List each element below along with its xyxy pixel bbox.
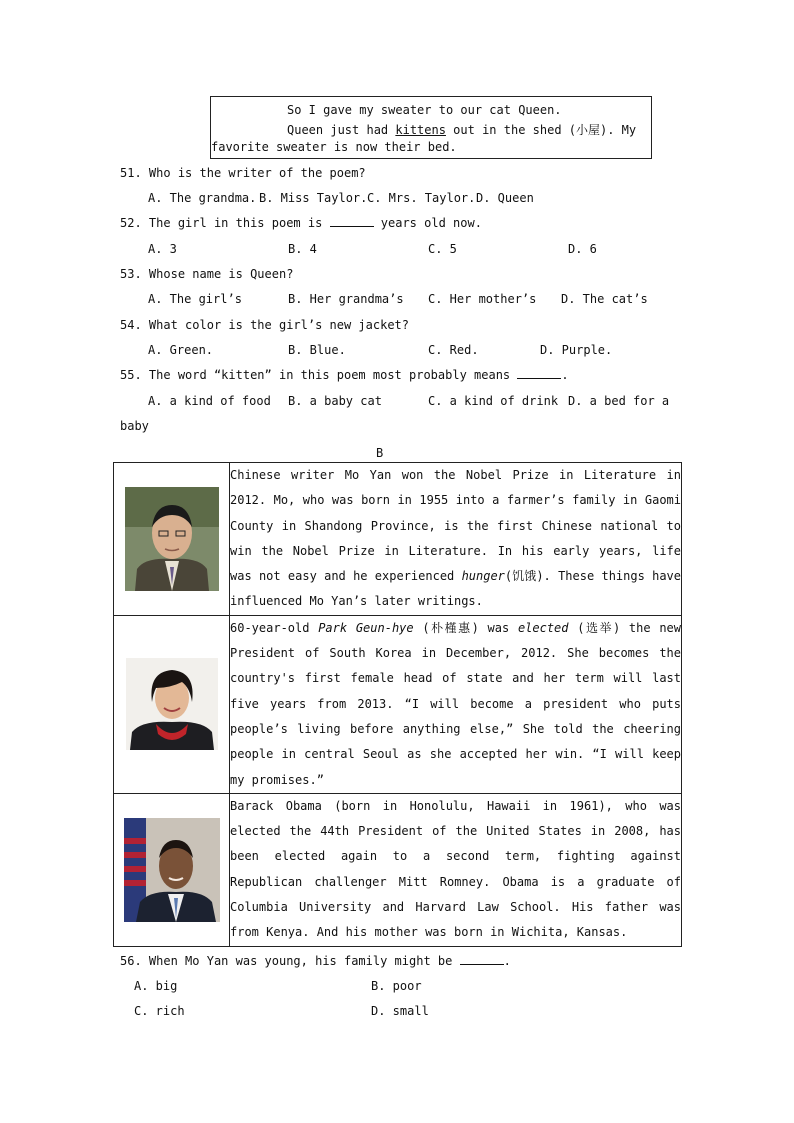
poem-line-2-pre: Queen just had — [287, 123, 396, 137]
question-number: 54. — [120, 318, 142, 332]
table-row — [114, 615, 682, 793]
question-56 — [120, 954, 511, 968]
question-text-end: years old now. — [373, 216, 482, 230]
photo-cell — [114, 615, 230, 793]
option-55-a[interactable]: A. a kind of food — [148, 394, 271, 408]
question-number: 52. — [120, 216, 142, 230]
photo-cell — [114, 463, 230, 616]
barack-obama-photo — [124, 818, 220, 922]
option-53-d[interactable]: D. The cat’s — [561, 292, 648, 306]
question-55 — [120, 368, 569, 382]
option-55-b[interactable]: B. a baby cat — [288, 394, 382, 408]
question-54 — [120, 318, 409, 332]
question-number: 53. — [120, 267, 142, 281]
answer-blank — [460, 954, 504, 965]
option-56-a[interactable]: A. big — [134, 979, 178, 993]
option-55-d-wrap: baby — [120, 419, 149, 433]
option-52-c[interactable]: C. 5 — [428, 242, 457, 256]
poem-box — [210, 96, 652, 159]
question-51 — [120, 166, 366, 180]
obama-text — [230, 793, 682, 946]
answer-blank — [517, 368, 561, 379]
info-table — [113, 462, 682, 947]
park-geun-hye-photo — [126, 658, 218, 750]
photo-cell — [114, 793, 230, 946]
question-text: Whose name is Queen? — [148, 267, 294, 281]
question-53 — [120, 267, 293, 281]
option-53-c[interactable]: C. Her mother’s — [428, 292, 537, 306]
option-53-b[interactable]: B. Her grandma’s — [288, 292, 404, 306]
option-52-d[interactable]: D. 6 — [568, 242, 597, 256]
paragraph-text: (选举) the new President of South Korea in December, 2012. She becomes the country's first female head of state and her term will last five years from 2013. “I will become a president who puts people’s living before anything else,” She told the cheering people in central Seoul as she accepted her win. “I will keep my promises.” — [230, 620, 681, 787]
question-text: What color is the girl’s new jacket? — [148, 318, 410, 332]
poem-line-1: So I gave my sweater to our cat Queen. — [287, 103, 562, 117]
question-number: 55. — [120, 368, 142, 382]
option-52-a[interactable]: A. 3 — [148, 242, 177, 256]
poem-word-kittens: kittens — [395, 123, 446, 137]
option-54-c[interactable]: C. Red. — [428, 343, 479, 357]
poem-line-2 — [287, 121, 636, 138]
option-51-b[interactable]: B. Miss Taylor. — [259, 191, 368, 205]
table-row — [114, 463, 682, 616]
paragraph-text: 60-year-old — [230, 620, 319, 635]
option-54-b[interactable]: B. Blue. — [288, 343, 346, 357]
answer-blank — [330, 216, 374, 227]
italic-name: Park Geun-hye — [318, 620, 414, 635]
italic-word: elected — [517, 620, 569, 635]
option-55-d[interactable]: D. a bed for a — [568, 394, 670, 408]
question-text: When Mo Yan was young, his family might be — [148, 954, 460, 968]
option-51-a[interactable]: A. The grandma. — [148, 191, 257, 205]
question-text: The word “kitten” in this poem most probably means — [148, 368, 518, 382]
poem-line-2-post: out in the shed (小屋). My — [445, 123, 637, 137]
question-text-end: . — [561, 368, 569, 382]
mo-yan-text — [230, 463, 682, 616]
table-row — [114, 793, 682, 946]
question-text: Who is the writer of the poem? — [148, 166, 366, 180]
option-56-d[interactable]: D. small — [371, 1004, 429, 1018]
question-52 — [120, 216, 482, 230]
mo-yan-photo — [125, 487, 219, 591]
paragraph-text: Barack Obama (born in Honolulu, Hawaii in 1961), who was elected the 44th President of the United States in 2008, has been elected again to a second term, fighting against Republican challenger Mitt Romney. Obama is a graduate of Columbia University and Harvard Law School. His father was from Kenya. And his mother was born in Wichita, Kansas. — [230, 798, 681, 940]
italic-word: hunger — [461, 569, 505, 584]
question-text: The girl in this poem is — [148, 216, 330, 230]
option-55-c[interactable]: C. a kind of drink — [428, 394, 559, 408]
paragraph-text: (饥饿). These things have influenced Mo Yan’s later writings. — [230, 569, 682, 609]
paragraph-text: Chinese writer Mo Yan won the Nobel Prize in Literature in 2012. Mo, who was born in 1955 into a farmer’s family in Gaomi County in Shandong Province, is the first Chinese national to win the Nobel Prize in Literature. In his early years, life was not easy and he experienced — [230, 468, 681, 584]
option-51-c[interactable]: C. Mrs. Taylor. — [367, 191, 476, 205]
question-number: 56. — [120, 954, 142, 968]
paragraph-text: (朴槿惠) was — [413, 620, 518, 635]
question-number: 51. — [120, 166, 142, 180]
section-label: B — [376, 446, 384, 460]
option-56-c[interactable]: C. rich — [134, 1004, 185, 1018]
option-53-a[interactable]: A. The girl’s — [148, 292, 242, 306]
option-54-a[interactable]: A. Green. — [148, 343, 214, 357]
poem-line-3: favorite sweater is now their bed. — [211, 140, 457, 154]
option-56-b[interactable]: B. poor — [371, 979, 422, 993]
question-text-end: . — [503, 954, 511, 968]
park-geun-hye-text — [230, 615, 682, 793]
option-54-d[interactable]: D. Purple. — [540, 343, 613, 357]
option-51-d[interactable]: D. Queen — [476, 191, 534, 205]
option-52-b[interactable]: B. 4 — [288, 242, 317, 256]
